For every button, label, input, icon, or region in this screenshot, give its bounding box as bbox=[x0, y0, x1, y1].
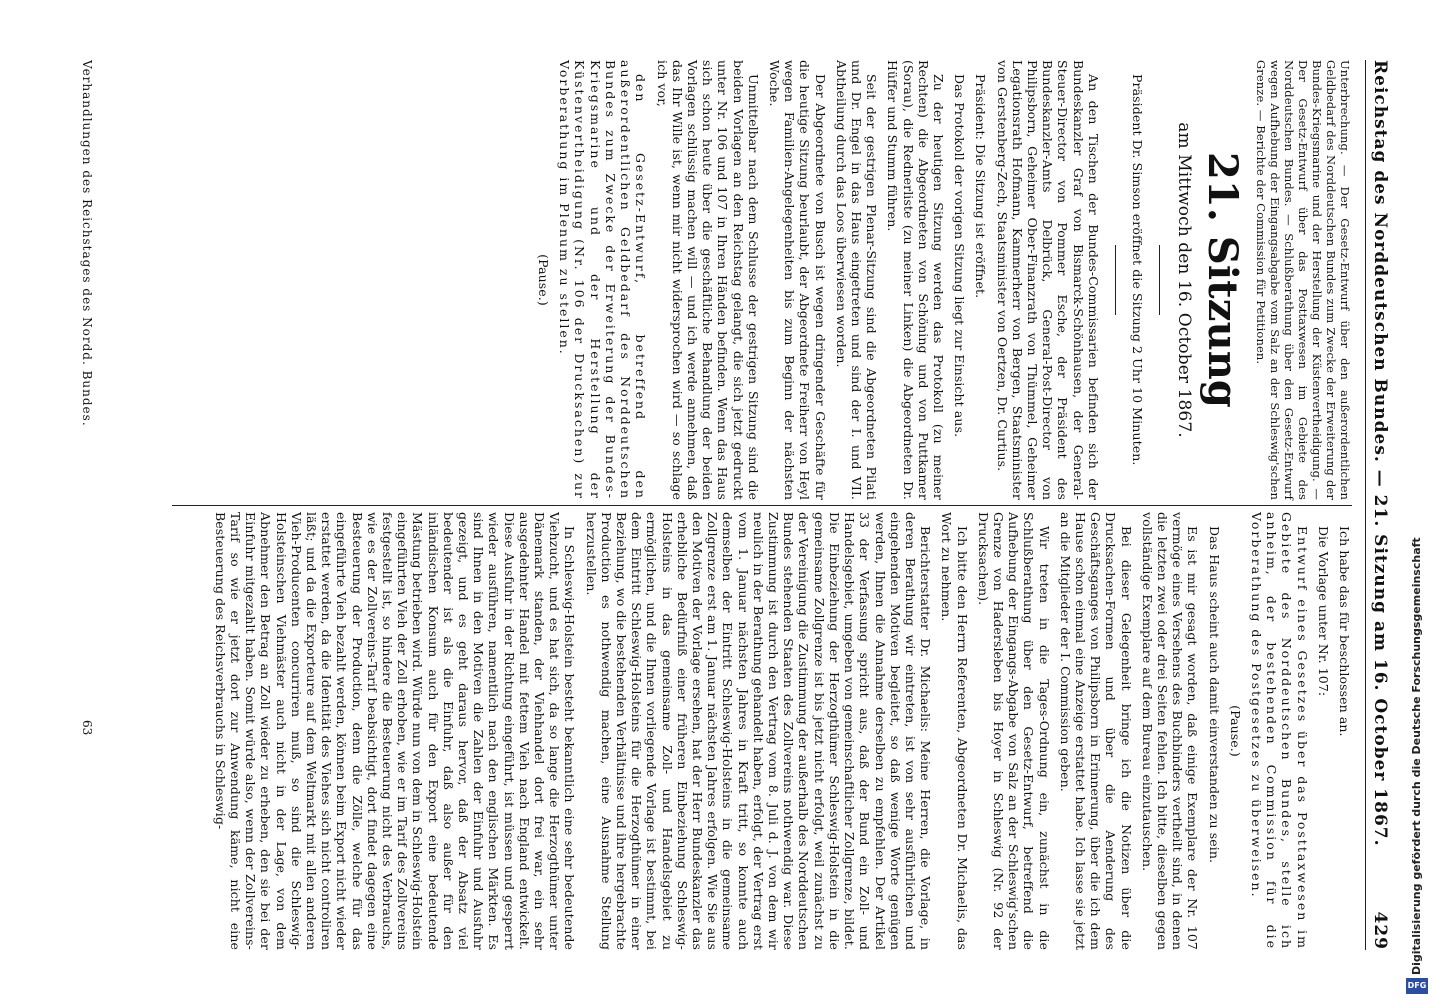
paragraph: Seit der gestrigen Plenar-Sitzung sind die Abgeordneten Pilati und Dr. Engel in das Haus eingetreten und sind der I. und VII. Abtheilung durch das Loos überwiesen worden. bbox=[833, 60, 880, 500]
paragraph: Bei dieser Gelegenheit bringe ich die Notizen über die Drucksachen-Formen und über die Aenderung des Geschäftsganges von Philipsborn in Erinnerung, über die ich dem Hause schon einmal eine Anzeige erstattet habe. Ich lasse sie jetzt an die Mitglieder der I. Commission geben. bbox=[1057, 512, 1134, 950]
session-title: 21. Sitzung bbox=[1199, 151, 1246, 409]
funding-note: Digitalisierung gefördert durch die Deutsche Forschungsgemeinschaft bbox=[1410, 537, 1423, 975]
right-column bbox=[112, 512, 1352, 950]
paragraph: Das Haus scheint auch damit einverstanden zu sein. bbox=[1206, 526, 1222, 864]
paragraph: Ich habe das für beschlossen an. bbox=[1337, 526, 1352, 737]
agenda-text: Unterbrechung. — Der Gesetz-Entwurf über den außerordentlichen Geldbedarf des Norddeutschen Bundes zum Zwecke der Erweiterung der Bundes-Kriegsmarine und der Herstellung der Küstenvertheidigung. — Der Gesetz-Entwurf über das Posttaxwesen im Gebiete des Norddeutschen Bundes. — Schlußberathung über den Gesetz-Entwurf wegen Aufhebung der Eingangsabgabe vom Salz an der Schleswig'schen Grenze. — Berichte der Commission für Petitionen. bbox=[1254, 60, 1352, 500]
opening-rule bbox=[1115, 245, 1116, 315]
paragraph: Es ist mir gesagt worden, daß einige Exemplare der Nr. 107 vermöge eines Versehens des Buchbinders vertheilt sind, in denen die letzten zwei oder drei Seiten fehlen. Ich bitte, dieselben gegen vollständige Exemplare auf dem Bureau einzutauschen. bbox=[1139, 512, 1201, 950]
page-footer: Verhandlungen des Reichstages des Nordd. Bundes. bbox=[80, 60, 94, 427]
paragraph: Der Abgeordnete von Busch ist wegen dringender Geschäfte für die heutige Sitzung beurlaubt, der Abgeordnete Freiherr von Heyl wegen Familien-Angelegenheiten bis zum Beginn der nächsten Woche. bbox=[766, 60, 828, 500]
digitization-sidebar bbox=[1402, 0, 1432, 1000]
paragraph: In Schleswig-Holstein besteht bekanntlich eine sehr bedeutende Viehzucht, und es hat sich, da so lange die Herzogthümer unter Dänemark standen, der Viehhandel dort frei war, ein sehr ausgedehnter Handel mit fettem Vieh nach England entwickelt. Diese Ausfuhr in der Richtung eingeführt, ist müssen und gesperrt wieder ausführen, namentlich nach den englischen Märkten. Es sind Ihnen in den Motiven die Zahlen der Einfuhr und Ausfuhr gezeigt, und es geht daraus hervor, daß der Absatz viel bedeutender ist als die Einfuhr, daß also außer für den inländischen Konsum auch für den Export eine bedeutende Mästung betrieben wird. Würde nun von dem in Schleswig-Holstein eingeführten Vieh der Zoll erhoben, wie er im Tarif des Zollvereins festgestellt ist, so hindere die Besteuerung nicht des Verbrauchs, wie es der Zollvereins-Tarif beabsichtigt, dort findet dagegen eine Besteuerung der Production, denn die Zölle, welche für das eingeführte Vieh bezahlt werden, können beim Export nicht wieder erstattet werden, da die Identität des Viehes sich nicht controliren läßt; und da die Exporteure auf dem Weltmarkt mit allen anderen Vieh-Producenten concurriren muß, so sind die Schleswig-Holsteinschen Viehmäster auch nicht in der Lage, von dem Abnehmer den Betrag an Zoll wieder zu erheben, den sie bei der Einfuhr mitgezahlt haben. Somit würde also, wenn der Zollvereins-Tarif so wie er jetzt dort zur Anwendung käme, nicht eine Besteuerung des Reichsverbrauchs in Schleswig- bbox=[212, 512, 578, 950]
running-head bbox=[1368, 60, 1390, 950]
paragraph: Das Protokoll der vorigen Sitzung liegt zur Einsicht aus. bbox=[952, 74, 968, 438]
opening-line: Präsident Dr. Simson eröffnet die Sitzung 2 Uhr 10 Minuten. bbox=[1130, 74, 1145, 466]
column-divider bbox=[172, 505, 1352, 506]
paragraph: Ich bitte den Herrn Referenten, Abgeordneten Dr. Michaelis, das Wort zu nehmen. bbox=[939, 512, 970, 950]
pause-note: (Pause.) bbox=[1227, 705, 1243, 757]
signature-mark: 63 bbox=[80, 720, 94, 736]
paragraph: Die Vorlage unter Nr. 107: bbox=[1315, 526, 1331, 697]
paragraph: Wir treten in die Tages-Ordnung ein, zunächst in die Schlußberathung über den Gesetz-Entwurf, betreffend die Aufhebung der Eingangs-Abgabe von Salz an der Schleswig'schen Grenze von Hadersleben bis Hoyer in Schleswig (Nr. 92 der Drucksachen). bbox=[975, 512, 1052, 950]
dfg-logo-icon: DFG bbox=[1406, 978, 1428, 994]
paragraph: Zu der heutigen Sitzung werden das Protokoll (zu meiner Rechten) die Abgeordneten von Schöning und von Puttkamer (Sorau), die Rednerliste (zu meiner Linken) die Abgeordneten Dr. Hüffer und Stumm führen. bbox=[885, 60, 946, 500]
page-number: 429 bbox=[1370, 911, 1390, 950]
paragraph: Berichterstatter Dr. Michaelis: Meine Herren, die Vorlage, in deren Berathung wir eintreten, ist von sehr ausführlichen und eingehenden Motiven begleitet, so daß wenige Worte genügen werden, Ihnen die Annahme derselben zu empfehlen. Der Artikel 33 der Verfassung spricht aus, daß der Bund ein Zoll- und Handelsgebiet, umgeben von gemeinschaftlicher Zollgrenze, bildet. Die Einbeziehung der Herzogthümer Schleswig-Holstein in die gemeinsame Zollgrenze ist bis jetzt nicht erfolgt, weil zunächst zu der Vereinigung die Zustimmung der außerhalb des Norddeutschen Bundes stehenden Staaten des Zollvereins nothwendig war. Diese Zustimmung ist durch den Vertrag vom 8. Juli d. J. von dem wir neulich in der Berathung gehandelt haben, erfolgt, der Vertrag erst vom 1. Januar nächsten Jahres in Kraft tritt, so konnte auch demselben der Eintritt Schleswig-Holsteins in die gemeinsame Zollgrenze erst am 1. Januar nächsten Jahres erfolgen. Wie Sie aus den Motiven der Vorlage ersehen, hat der Herr Bundeskanzler das erhebliche Bedürfniß einer früheren Einbeziehung Schleswig-Holsteins in das gemeinsame Zoll- und Handelsgebiet zu ermöglichen, und die Ihnen vorliegende Vorlage ist bestimmt, bei dem Eintritt Schleswig-Holsteins für die Herzogthümer in einer Beziehung, wo die bestehenden Verhältnisse und ihre hergebrachte Production es nothwendig machen, eine Ausnahme Stellung herzustellen. bbox=[583, 512, 934, 950]
title-rule bbox=[1159, 245, 1160, 315]
running-head-title: Reichstag des Norddeutschen Bundes. — 21. Sitzung am 16. October 1867. bbox=[1370, 60, 1390, 847]
paragraph: Präsident: Die Sitzung ist eröffnet. bbox=[973, 74, 989, 299]
paragraph: An den Tischen der Bundes-Commissarien befinden sich der Bundeskanzler Graf von Bismarck-Schönhausen, der General-Steuer-Director von Pommer Esche, der Präsident des Bundeskanzler-Amts Delbrück, General-Post-Director von Philipsborn, Geheimer Ober-Finanzrath von Thümmel, Geheimer Legationsrath Hofmann, Kammerherr von Bergen, Staatsminister von Gerstenberg-Zech, Staatsminister von Oertzen, Dr. Curtius. bbox=[994, 60, 1101, 500]
session-date: am Mittwoch den 16. October 1867. bbox=[1174, 122, 1194, 438]
paragraph: den Gesetz-Entwurf, betreffend den außerordentlichen Geldbedarf des Norddeutschen Bundes zum Zwecke der Erweiterung der Bundes-Kriegsmarine und der Herstellung der Küstenvertheidigung (Nr. 106 der Drucksachen) zur Vorberathung im Plenum zu stellen. bbox=[557, 60, 649, 500]
header-rule bbox=[1365, 60, 1366, 950]
pause-note: (Pause.) bbox=[536, 254, 552, 306]
left-column bbox=[112, 60, 1352, 500]
paragraph: Unmittelbar nach dem Schlusse der gestrigen Sitzung sind die beiden Vorlagen an den Reichstag gelangt, die sich jetzt gedruckt unter Nr. 106 und 107 in Ihren Händen befinden. Wenn das Haus sich schon heute über die geschäftliche Behandlung der beiden Vorlagen schlüssig machen will — und ich werde annehmen, daß das Ihr Wille ist, wenn mir nicht widersprochen wird — so schlage ich vor, bbox=[654, 60, 761, 500]
paragraph: Entwurf eines Gesetzes über das Posttaxwesen im Gebiete des Norddeutschen Bundes, stelle ich anheim, der bestehenden Commission für die Vorberathung des Postgesetzes zu überweisen. bbox=[1248, 512, 1310, 950]
